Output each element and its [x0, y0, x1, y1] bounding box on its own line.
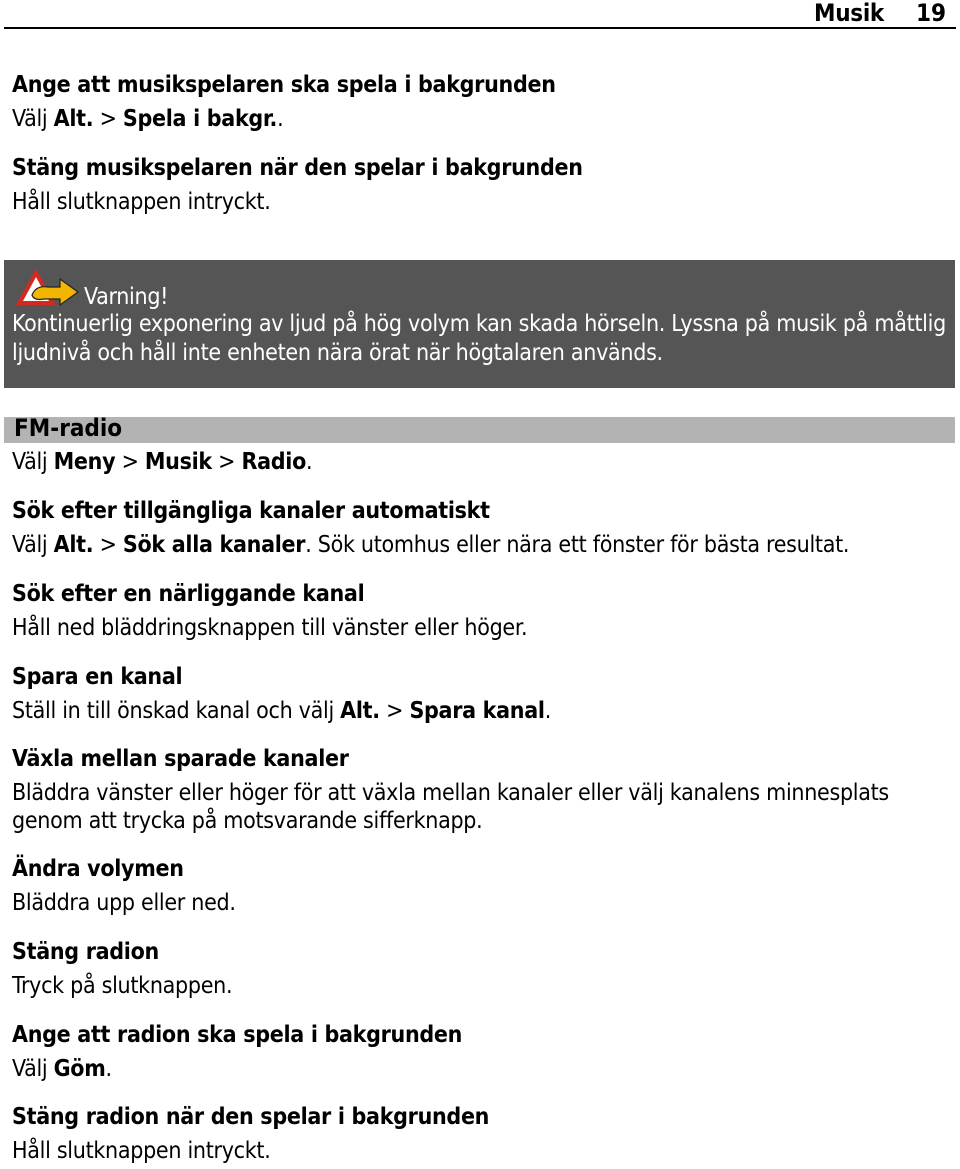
- section-intro: [12, 445, 952, 479]
- ui-term: Sök alla kanaler: [122, 532, 306, 558]
- warning-heading: Varning!: [84, 284, 169, 310]
- topic-switch-channels: [12, 742, 952, 835]
- header-section-title: Musik: [814, 0, 884, 27]
- topic-close-radio-bg: [12, 1100, 952, 1168]
- ui-term: Alt.: [53, 532, 94, 558]
- section-title: FM-radio: [14, 414, 123, 442]
- topic-close-bg-player: [12, 151, 952, 219]
- section-intro-text: [12, 445, 952, 479]
- topic-bg-play: [12, 68, 952, 136]
- topic-title: Ange att radion ska spela i bakgrunden: [12, 1022, 463, 1048]
- page-header: [0, 0, 960, 28]
- topic-volume: [12, 852, 952, 920]
- topic-body: [12, 611, 952, 645]
- topic-save-channel: [12, 660, 952, 728]
- topic-body: [12, 1134, 952, 1168]
- text-run: >: [93, 106, 123, 132]
- warning-box: [4, 260, 955, 388]
- topic-title: Ändra volymen: [12, 856, 184, 882]
- warning-text: Kontinuerlig exponering av ljud på hög volym kan skada hörseln. Lyssna på musik på måttlig ljudnivå och håll inte enheten nära örat när högtalaren används.: [12, 311, 946, 366]
- text-run: .: [544, 698, 551, 724]
- text-run: >: [115, 449, 145, 475]
- topic-title: Stäng radion när den spelar i bakgrunden: [12, 1104, 490, 1130]
- text-run: >: [211, 449, 242, 475]
- topic-body: [12, 1052, 952, 1086]
- topic-title: Sök efter tillgängliga kanaler automatiskt: [12, 498, 490, 524]
- warning-icon: [14, 265, 80, 309]
- text-run: Bläddra upp eller ned.: [12, 890, 236, 916]
- topic-nearby-channel: [12, 577, 952, 645]
- text-run: .: [306, 449, 313, 475]
- text-run: Välj: [12, 106, 54, 132]
- topic-title: Växla mellan sparade kanaler: [12, 746, 349, 772]
- header-rule: [4, 27, 956, 29]
- topic-title: Spara en kanal: [12, 664, 183, 690]
- ui-term: Musik: [144, 449, 212, 475]
- text-run: Håll slutknappen intryckt.: [12, 1138, 271, 1164]
- topic-body: [12, 185, 952, 219]
- ui-term: Göm: [53, 1056, 106, 1082]
- topic-body: [12, 694, 952, 728]
- ui-term: Spela i bakgr.: [122, 106, 278, 132]
- topic-body: [12, 528, 952, 562]
- text-run: .: [277, 106, 284, 132]
- topic-close-radio: [12, 935, 952, 1003]
- ui-term: Meny: [53, 449, 116, 475]
- ui-term: Alt.: [340, 698, 380, 724]
- ui-term: Spara kanal: [409, 698, 545, 724]
- text-run: >: [379, 698, 410, 724]
- topic-body: [12, 779, 952, 835]
- topic-title: Stäng radion: [12, 939, 159, 965]
- text-run: . Sök utomhus eller nära ett fönster för bästa resultat.: [305, 532, 850, 558]
- text-run: Håll slutknappen intryckt.: [12, 189, 271, 215]
- text-run: Ställ in till önskad kanal och välj: [12, 698, 341, 724]
- section-header-bar: [4, 414, 955, 443]
- topic-title: Ange att musikspelaren ska spela i bakgrunden: [12, 72, 556, 98]
- text-run: Bläddra vänster eller höger för att växla mellan kanaler eller välj kanalens minnesplats genom att trycka på motsvarande sifferknapp.: [12, 780, 889, 834]
- text-run: Välj: [12, 449, 54, 475]
- topic-radio-bg: [12, 1018, 952, 1086]
- page-number: 19: [915, 0, 946, 27]
- topic-title: Stäng musikspelaren när den spelar i bakgrunden: [12, 155, 583, 181]
- text-run: >: [93, 532, 123, 558]
- text-run: Välj: [12, 1056, 54, 1082]
- topic-body: [12, 102, 952, 136]
- text-run: Välj: [12, 532, 54, 558]
- text-run: .: [105, 1056, 112, 1082]
- text-run: Håll ned bläddringsknappen till vänster eller höger.: [12, 615, 528, 641]
- topic-body: [12, 886, 952, 920]
- text-run: Tryck på slutknappen.: [12, 973, 233, 999]
- ui-term: Alt.: [53, 106, 94, 132]
- topic-body: [12, 969, 952, 1003]
- ui-term: Radio: [241, 449, 306, 475]
- topic-auto-scan: [12, 494, 952, 562]
- topic-title: Sök efter en närliggande kanal: [12, 581, 365, 607]
